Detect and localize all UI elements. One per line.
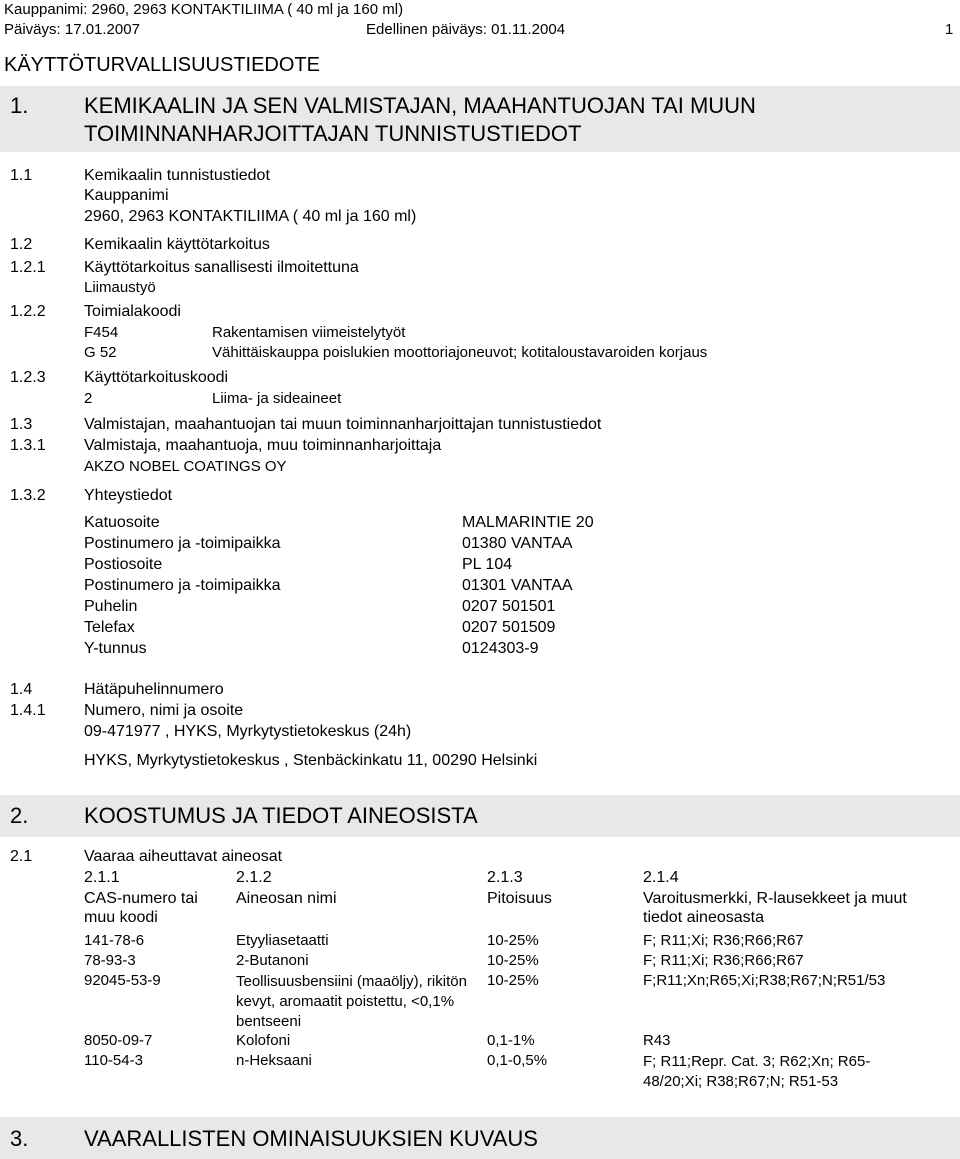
- column-header-concentration: Pitoisuus: [487, 890, 552, 907]
- sub-1-2-1-number: 1.2.1: [10, 259, 46, 276]
- column-number: 2.1.3: [487, 869, 523, 886]
- column-number: 2.1.1: [84, 869, 120, 886]
- sub-1-1-number: 1.1: [10, 167, 33, 184]
- contact-value: 0207 501509: [462, 619, 556, 636]
- table-cell-cas: 78-93-3: [84, 952, 136, 969]
- contact-label: Postinumero ja -toimipaikka: [84, 577, 281, 594]
- table-cell-name: Etyyliasetaatti: [236, 932, 329, 949]
- contact-label: Postiosoite: [84, 556, 163, 573]
- sub-1-2-title: Kemikaalin käyttötarkoitus: [84, 236, 270, 253]
- contact-label: Y-tunnus: [84, 640, 147, 657]
- emergency-number: 09-471977 , HYKS, Myrkytystietokeskus (24h): [84, 723, 412, 740]
- table-cell-info: R43: [643, 1032, 671, 1049]
- sub-2-1-number: 2.1: [10, 848, 33, 865]
- table-cell-info: F; R11;Repr. Cat. 3; R62;Xn; R65-48/20;Xi; R38;R67;N; R51-53: [643, 1053, 871, 1090]
- section-3-title: VAARALLISTEN OMINAISUUKSIEN KUVAUS: [84, 1126, 538, 1151]
- header-product-name: Kauppanimi: 2960, 2963 KONTAKTILIIMA ( 40 ml ja 160 ml): [4, 1, 404, 18]
- industry-code-description: Rakentamisen viimeistelytyöt: [212, 324, 406, 341]
- sub-1-3-1-title: Valmistaja, maahantuoja, muu toiminnanharjoittaja: [84, 437, 442, 454]
- trade-name-value: 2960, 2963 KONTAKTILIIMA ( 40 ml ja 160 ml): [84, 208, 417, 225]
- contact-label: Puhelin: [84, 598, 138, 615]
- table-cell-name: 2-Butanoni: [236, 952, 309, 969]
- contact-value: MALMARINTIE 20: [462, 514, 594, 531]
- sub-1-2-number: 1.2: [10, 236, 33, 253]
- trade-name-label: Kauppanimi: [84, 187, 169, 204]
- sub-1-1-title: Kemikaalin tunnistustiedot: [84, 167, 270, 184]
- table-cell-name: Teollisuusbensiini (maaöljy), rikitön kevyt, aromaatit poistettu, <0,1% bentseeni: [236, 973, 467, 1030]
- industry-code: G 52: [84, 344, 117, 361]
- table-cell-cas: 110-54-3: [84, 1052, 143, 1069]
- document-title: KÄYTTÖTURVALLISUUSTIEDOTE: [4, 54, 320, 76]
- header-previous-date: Edellinen päiväys: 01.11.2004: [366, 21, 566, 38]
- sub-1-4-1-number: 1.4.1: [10, 702, 46, 719]
- section-1-title-line2: TOIMINNANHARJOITTAJAN TUNNISTUSTIEDOT: [84, 121, 582, 146]
- emergency-address: HYKS, Myrkytystietokeskus , Stenbäckinkatu 11, 00290 Helsinki: [84, 752, 538, 769]
- table-cell-concentration: 10-25%: [487, 952, 539, 969]
- industry-code-description: Vähittäiskauppa poislukien moottoriajoneuvot; kotitaloustavaroiden korjaus: [212, 344, 708, 361]
- sub-1-2-2-number: 1.2.2: [10, 303, 46, 320]
- contact-value: 01301 VANTAA: [462, 577, 573, 594]
- manufacturer-name: AKZO NOBEL COATINGS OY: [84, 458, 287, 475]
- section-3-number: 3.: [10, 1126, 29, 1151]
- column-number: 2.1.2: [236, 869, 272, 886]
- table-cell-info: F; R11;Xi; R36;R66;R67: [643, 932, 804, 949]
- sub-1-4-title: Hätäpuhelinnumero: [84, 681, 224, 698]
- table-cell-cas: 8050-09-7: [84, 1032, 153, 1049]
- sub-1-2-2-title: Toimialakoodi: [84, 303, 181, 320]
- column-header-info: Varoitusmerkki, R-lausekkeet ja muut tiedot aineosasta: [643, 890, 907, 926]
- sub-2-1-title: Vaaraa aiheuttavat aineosat: [84, 848, 283, 865]
- contact-label: Postinumero ja -toimipaikka: [84, 535, 281, 552]
- header-date: Päiväys: 17.01.2007: [4, 21, 140, 38]
- sub-1-3-2-title: Yhteystiedot: [84, 487, 173, 504]
- contact-label: Telefax: [84, 619, 135, 636]
- section-1-number: 1.: [10, 93, 29, 118]
- column-header-name: Aineosan nimi: [236, 890, 337, 907]
- column-header-cas: CAS-numero tai muu koodi: [84, 890, 198, 926]
- table-cell-info: F; R11;Xi; R36;R66;R67: [643, 952, 804, 969]
- sub-1-3-2-number: 1.3.2: [10, 487, 46, 504]
- industry-code: F454: [84, 324, 119, 341]
- column-number: 2.1.4: [643, 869, 679, 886]
- contact-label: Katuosoite: [84, 514, 160, 531]
- table-cell-concentration: 0,1-0,5%: [487, 1052, 548, 1069]
- contact-value: 0124303-9: [462, 640, 539, 657]
- table-cell-name: Kolofoni: [236, 1032, 291, 1049]
- table-cell-name: n-Heksaani: [236, 1052, 312, 1069]
- use-code-description: Liima- ja sideaineet: [212, 390, 342, 407]
- use-code: 2: [84, 390, 93, 407]
- table-cell-cas: 141-78-6: [84, 932, 145, 949]
- table-cell-concentration: 0,1-1%: [487, 1032, 535, 1049]
- contact-value: 01380 VANTAA: [462, 535, 573, 552]
- table-cell-cas: 92045-53-9: [84, 972, 161, 989]
- sub-1-3-number: 1.3: [10, 416, 33, 433]
- sub-1-4-number: 1.4: [10, 681, 33, 698]
- sub-1-2-1-title: Käyttötarkoitus sanallisesti ilmoitettuna: [84, 259, 359, 276]
- table-cell-concentration: 10-25%: [487, 932, 539, 949]
- sub-1-2-3-number: 1.2.3: [10, 369, 46, 386]
- sub-1-3-1-number: 1.3.1: [10, 437, 46, 454]
- sub-1-4-1-title: Numero, nimi ja osoite: [84, 702, 244, 719]
- table-cell-concentration: 10-25%: [487, 972, 539, 989]
- section-2-number: 2.: [10, 803, 29, 828]
- intended-use-value: Liimaustyö: [84, 279, 156, 296]
- section-2-title: KOOSTUMUS JA TIEDOT AINEOSISTA: [84, 803, 478, 828]
- table-cell-info: F;R11;Xn;R65;Xi;R38;R67;N;R51/53: [643, 972, 886, 989]
- contact-value: PL 104: [462, 556, 513, 573]
- contact-value: 0207 501501: [462, 598, 556, 615]
- section-1-title-line1: KEMIKAALIN JA SEN VALMISTAJAN, MAAHANTUOJAN TAI MUUN: [84, 93, 756, 118]
- sub-1-2-3-title: Käyttötarkoituskoodi: [84, 369, 229, 386]
- sub-1-3-title: Valmistajan, maahantuojan tai muun toiminnanharjoittajan tunnistustiedot: [84, 416, 602, 433]
- page-number: 1: [945, 21, 954, 38]
